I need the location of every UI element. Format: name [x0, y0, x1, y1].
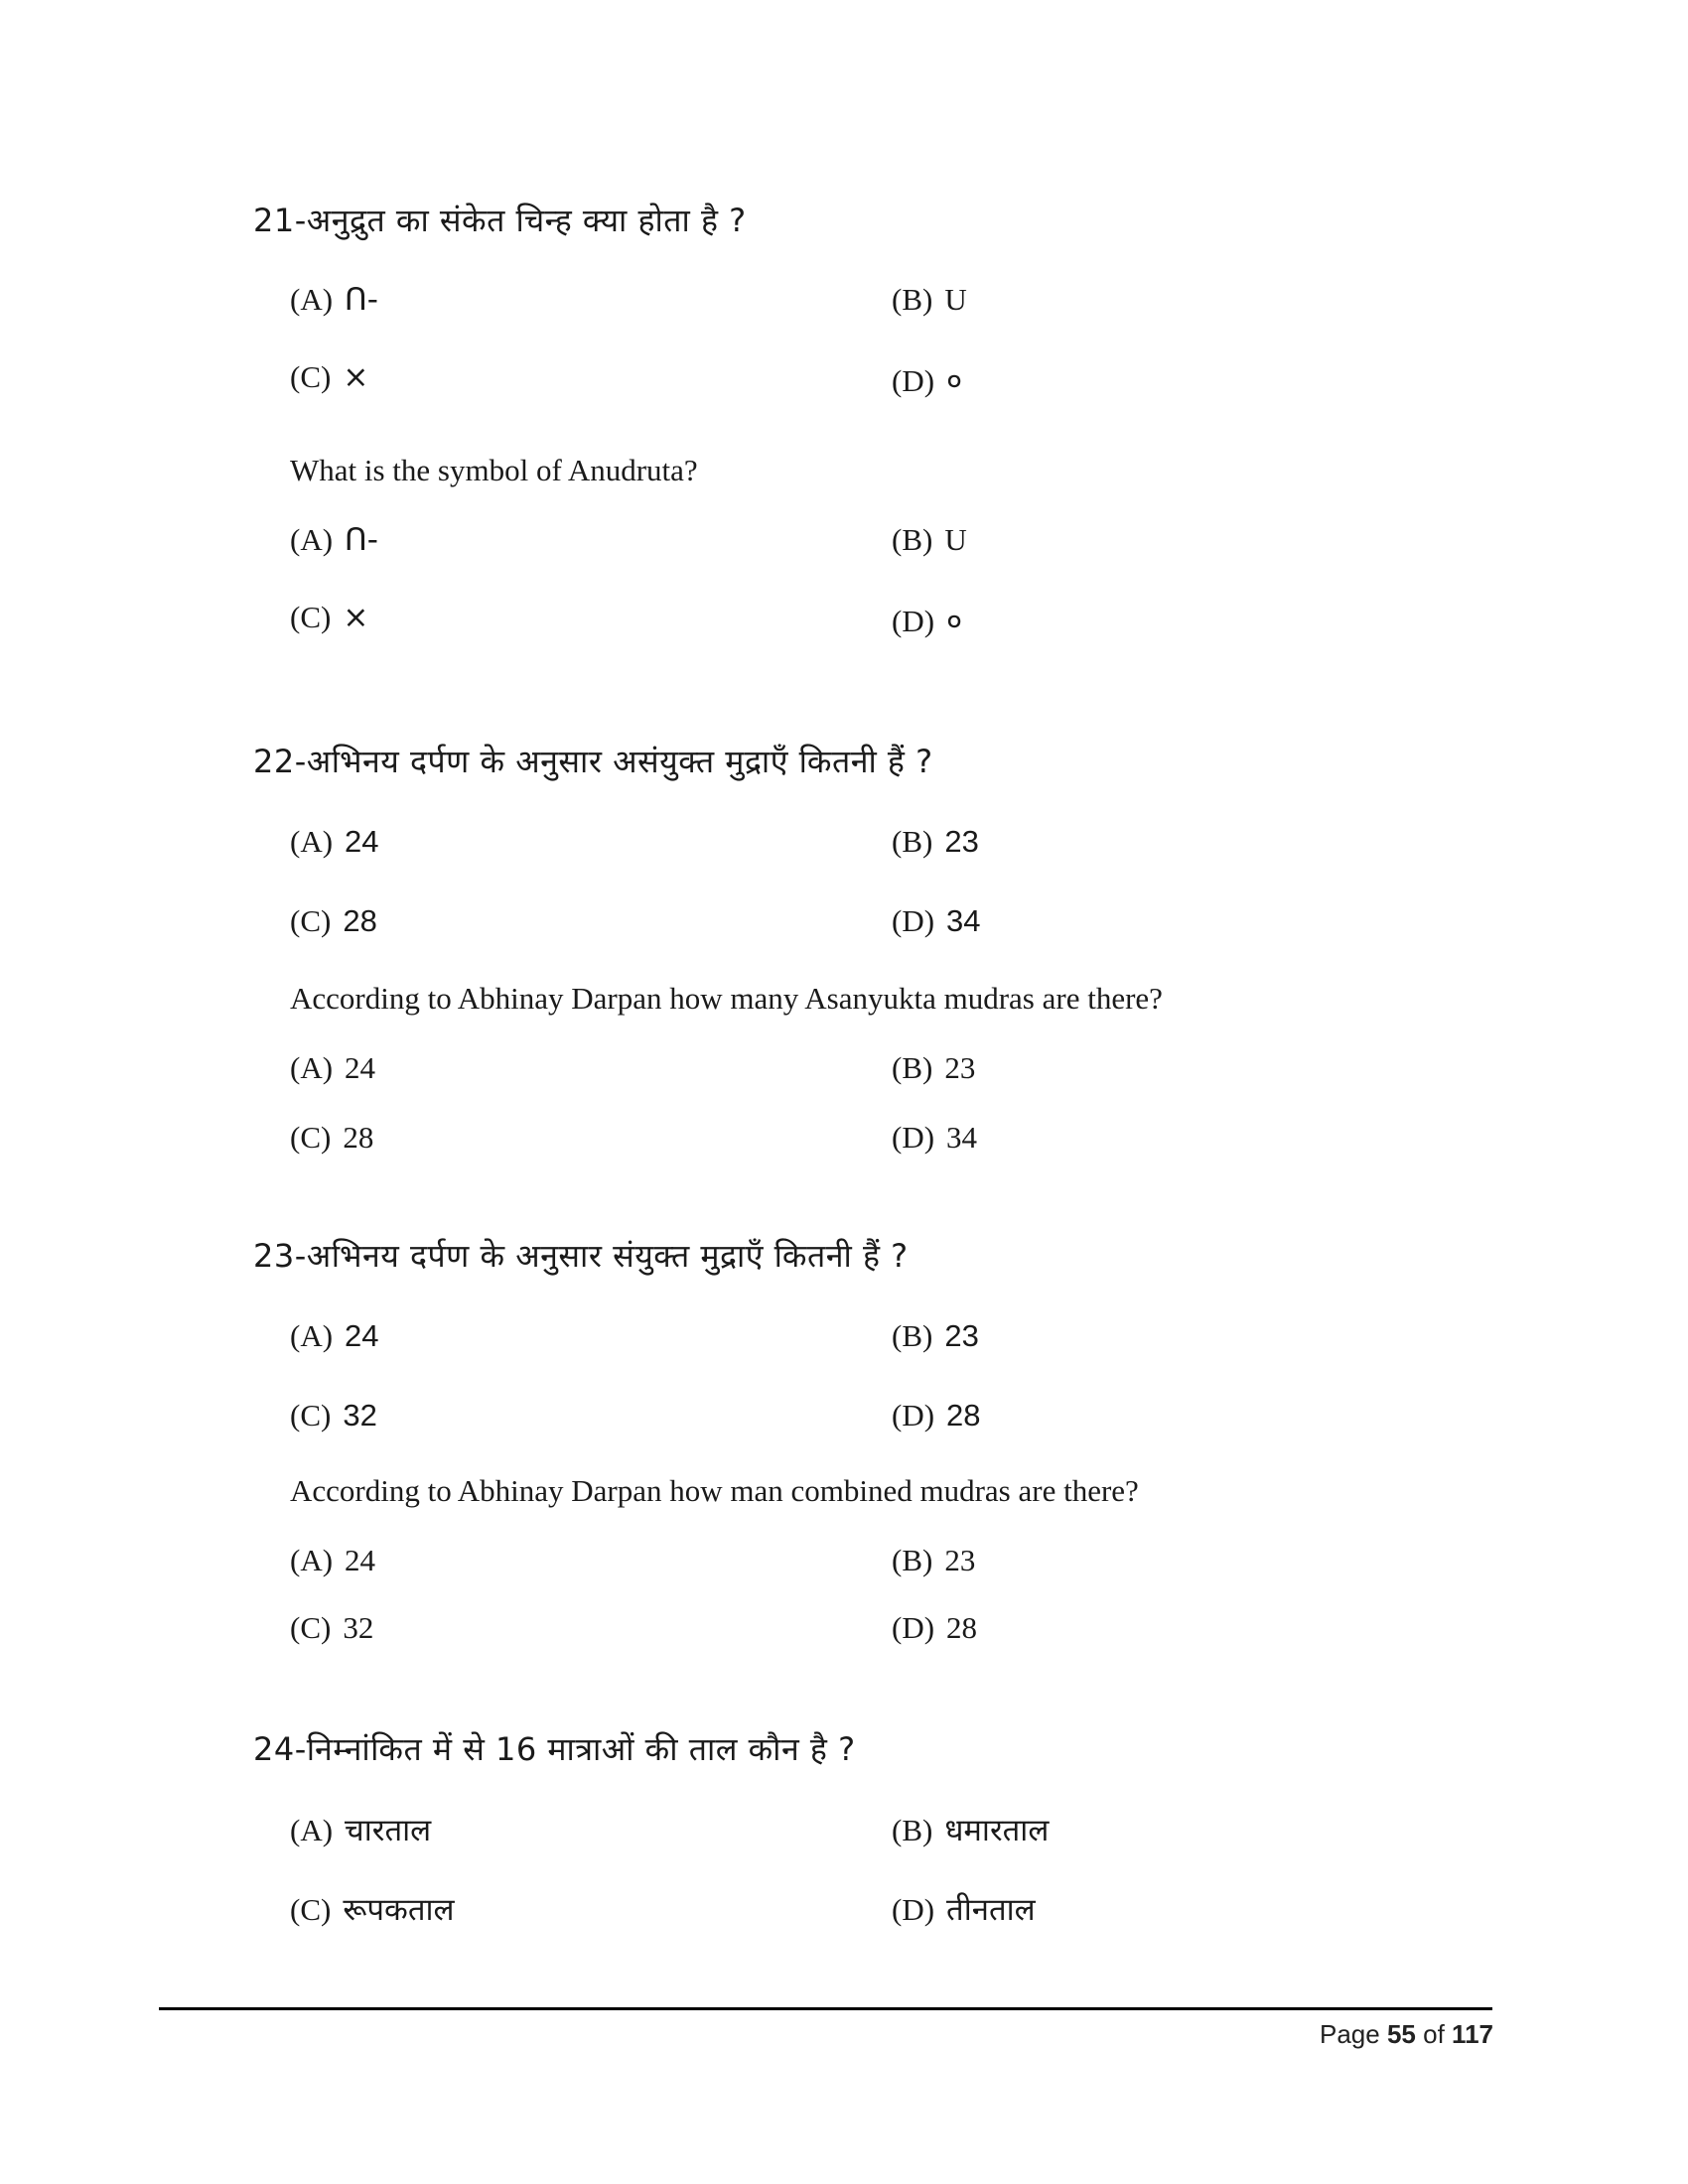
question-23-english: According to Abhinay Darpan how man combined mudras are there? — [290, 1473, 1139, 1508]
footer-divider — [159, 2007, 1492, 2010]
option-text: × — [343, 600, 369, 635]
q21-hi-option-d — [892, 359, 962, 401]
page-prefix: Page — [1320, 2019, 1380, 2049]
option-label: (B) — [892, 522, 933, 557]
option-label: (B) — [892, 1813, 933, 1847]
question-21-english: What is the symbol of Anudruta? — [290, 453, 698, 487]
option-label: (C) — [290, 600, 332, 634]
option-label: (C) — [290, 1892, 332, 1927]
q22-en-option-c — [290, 1120, 373, 1156]
q24-hi-option-d — [892, 1888, 1036, 1930]
q22-hi-option-d — [892, 903, 981, 939]
option-label: (D) — [892, 363, 935, 398]
option-text: 23 — [944, 1543, 976, 1577]
option-label: (D) — [892, 1398, 935, 1433]
q24-hi-option-a — [290, 1809, 431, 1850]
q21-en-option-d — [892, 600, 962, 641]
option-text: रूपकताल — [343, 1892, 455, 1928]
option-text: 24 — [345, 1050, 376, 1085]
q24-hi-option-c — [290, 1888, 455, 1930]
question-24-hindi: 24-निम्नांकित में से 16 मात्राओं की ताल कौन है ? — [253, 1730, 856, 1768]
option-text: 34 — [946, 903, 981, 938]
option-label: (D) — [892, 903, 935, 938]
option-label: (B) — [892, 1543, 933, 1577]
option-text: U — [944, 282, 967, 317]
q23-hi-option-a — [290, 1318, 379, 1354]
option-label: (D) — [892, 1892, 935, 1927]
page-number — [1320, 2019, 1493, 2050]
option-label: (B) — [892, 282, 933, 317]
q22-en-option-a — [290, 1050, 375, 1086]
q22-en-option-b — [892, 1050, 975, 1086]
q23-hi-option-c — [290, 1398, 377, 1433]
option-text: 32 — [343, 1398, 377, 1433]
option-text: 28 — [946, 1610, 978, 1645]
option-label: (C) — [290, 359, 332, 394]
q22-hi-option-c — [290, 903, 377, 939]
option-text: 24 — [345, 1543, 376, 1577]
q21-hi-option-a — [290, 282, 378, 318]
option-label: (B) — [892, 1318, 933, 1353]
page-of: of — [1423, 2019, 1445, 2049]
option-label: (C) — [290, 1398, 332, 1433]
option-label: (C) — [290, 903, 332, 938]
q21-en-option-a — [290, 522, 378, 558]
question-21-hindi: 21-अनुद्रुत का संकेत चिन्ह क्या होता है ? — [253, 202, 747, 239]
q23-hi-option-b — [892, 1318, 979, 1354]
q24-hi-option-b — [892, 1809, 1049, 1850]
q23-en-option-c — [290, 1610, 373, 1646]
option-label: (A) — [290, 282, 334, 317]
option-text: तीनताल — [946, 1892, 1036, 1928]
q23-en-option-d — [892, 1610, 977, 1646]
option-label: (A) — [290, 1543, 334, 1577]
option-text: ० — [946, 363, 963, 399]
option-text: धमारताल — [944, 1813, 1050, 1848]
q21-en-option-c — [290, 600, 368, 635]
option-text: ꓵ- — [345, 522, 378, 558]
option-label: (B) — [892, 1050, 933, 1085]
option-text: चारताल — [345, 1813, 432, 1848]
q21-en-option-b — [892, 522, 967, 558]
option-text: 28 — [946, 1398, 981, 1433]
q23-en-option-b — [892, 1543, 975, 1578]
current-page: 55 — [1386, 2019, 1416, 2049]
total-pages: 117 — [1452, 2019, 1493, 2049]
q21-hi-option-b — [892, 282, 967, 318]
q22-hi-option-a — [290, 824, 379, 860]
option-text: 23 — [944, 824, 979, 859]
option-text: 23 — [944, 1318, 979, 1353]
q21-hi-option-c — [290, 359, 368, 395]
q23-hi-option-d — [892, 1398, 981, 1433]
option-text: ० — [946, 604, 963, 639]
option-text: 28 — [343, 903, 377, 938]
option-text: 24 — [345, 1318, 379, 1353]
q23-en-option-a — [290, 1543, 375, 1578]
option-text: 28 — [343, 1120, 374, 1155]
option-label: (A) — [290, 1813, 334, 1847]
option-label: (C) — [290, 1120, 332, 1155]
q22-hi-option-b — [892, 824, 979, 860]
option-text: U — [944, 522, 967, 557]
question-23-hindi: 23-अभिनय दर्पण के अनुसार संयुक्त मुद्राएँ कितनी हैं ? — [253, 1237, 909, 1275]
question-22-english: According to Abhinay Darpan how many Asanyukta mudras are there? — [290, 981, 1163, 1016]
option-label: (C) — [290, 1610, 332, 1645]
option-text: 34 — [946, 1120, 978, 1155]
option-label: (A) — [290, 1318, 334, 1353]
option-label: (D) — [892, 1610, 935, 1645]
option-text: × — [343, 359, 369, 395]
option-text: ꓵ- — [345, 282, 378, 318]
option-text: 32 — [343, 1610, 374, 1645]
option-label: (A) — [290, 1050, 334, 1085]
option-label: (D) — [892, 1120, 935, 1155]
q22-en-option-d — [892, 1120, 977, 1156]
question-22-hindi: 22-अभिनय दर्पण के अनुसार असंयुक्त मुद्राएँ कितनी हैं ? — [253, 743, 933, 780]
option-text: 24 — [345, 824, 379, 859]
option-label: (B) — [892, 824, 933, 859]
option-label: (A) — [290, 522, 334, 557]
option-text: 23 — [944, 1050, 976, 1085]
option-label: (D) — [892, 604, 935, 638]
option-label: (A) — [290, 824, 334, 859]
